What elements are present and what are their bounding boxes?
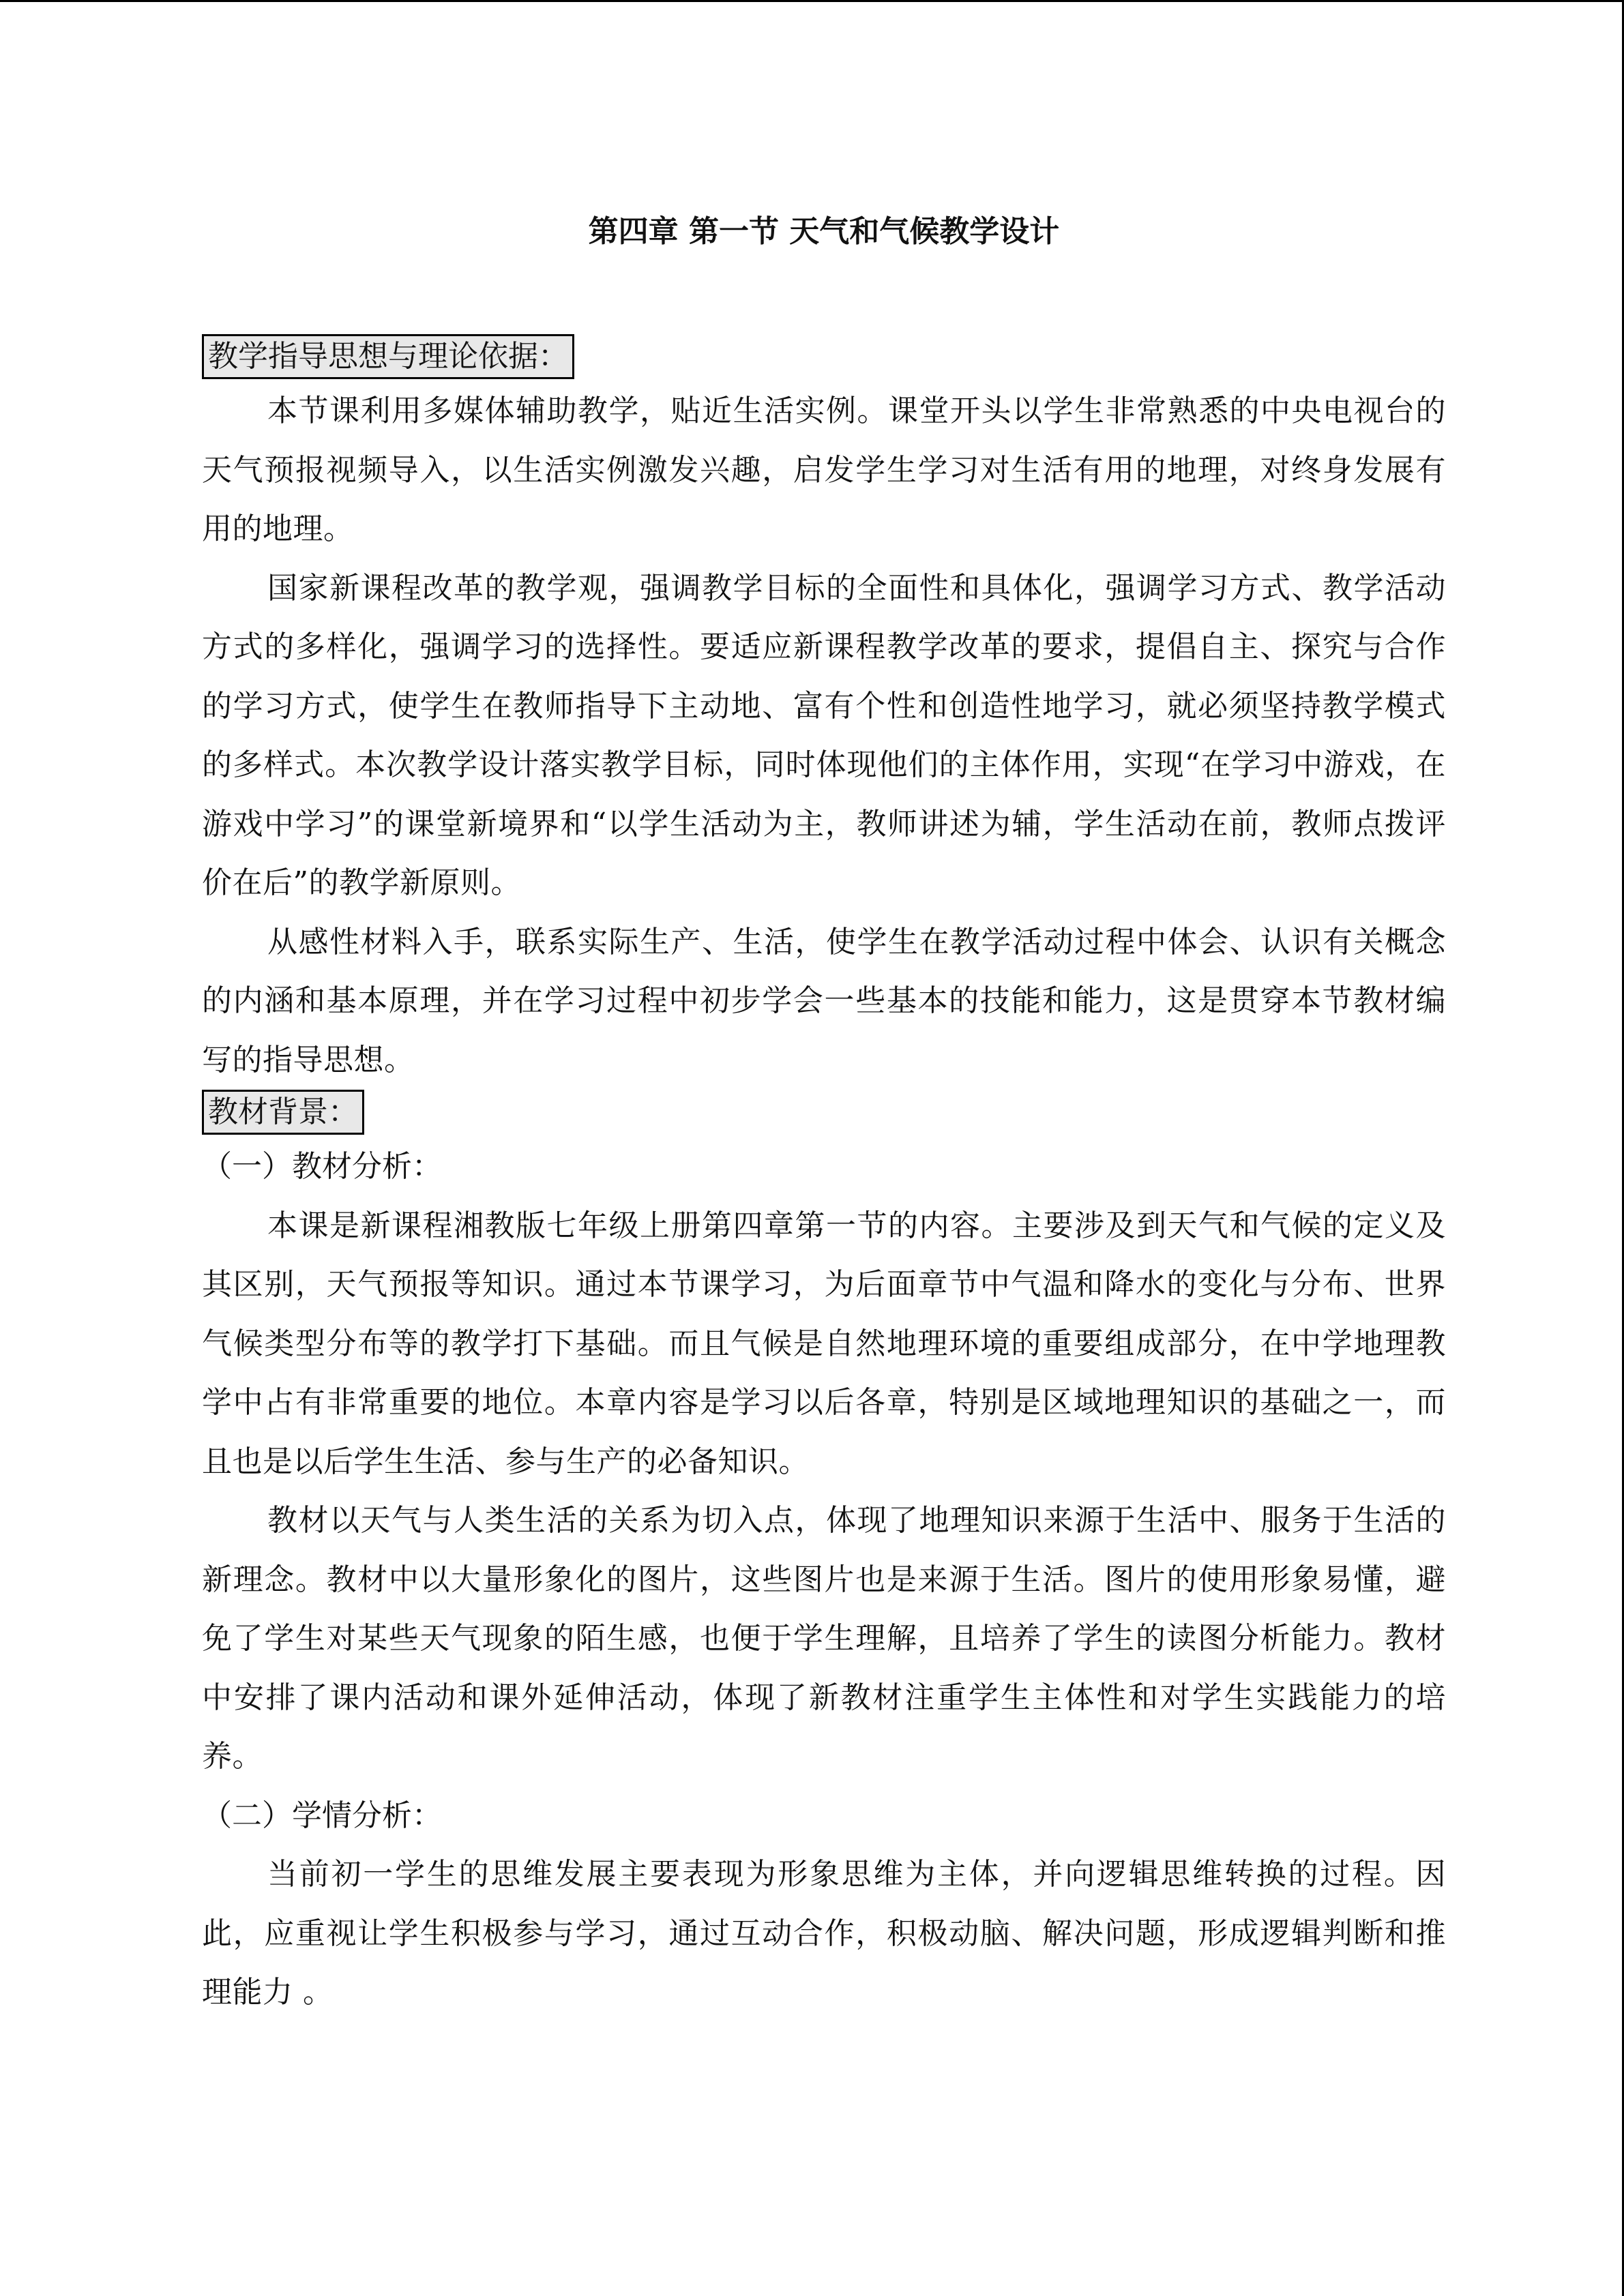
- subsection-heading-student-analysis: （二）学情分析：: [202, 1798, 442, 1833]
- subsection-heading-material-analysis: （一）教材分析：: [202, 1149, 442, 1184]
- document-title: 第四章 第一节 天气和气候教学设计: [588, 214, 1060, 249]
- section-heading-material-background: 教材背景：: [202, 1090, 364, 1135]
- paragraph: 国家新课程改革的教学观，强调教学目标的全面性和具体化，强调学习方式、教学活动方式的多样化，强调学习的选择性。要适应新课程教学改革的要求，提倡自主、探究与合作的学习方式，使学生在教师指导下主动地、富有个性和创造性地学习，就必须坚持教学模式的多样式。本次教学设计落实教学目标，同时体现他们的主体作用，实现“在学习中游戏，在游戏中学习”的课堂新境界和“以学生活动为主，教师讲述为辅，学生活动在前，教师点拨评价在后”的教学新原则。: [202, 570, 1446, 900]
- section-heading-wrap: [202, 334, 1446, 382]
- document-page: [202, 205, 1446, 2023]
- paragraph: 教材以天气与人类生活的关系为切入点，体现了地理知识来源于生活中、服务于生活的新理念。教材中以大量形象化的图片，这些图片也是来源于生活。图片的使用形象易懂，避免了学生对某些天气现象的陌生感，也便于学生理解，且培养了学生的读图分析能力。教材中安排了课内活动和课外延伸活动，体现了新教材注重学生主体性和对学生实践能力的培养。: [202, 1503, 1446, 1774]
- paragraph: 本课是新课程湘教版七年级上册第四章第一节的内容。主要涉及到天气和气候的定义及其区别，天气预报等知识。通过本节课学习，为后面章节中气温和降水的变化与分布、世界气候类型分布等的教学打下基础。而且气候是自然地理环境的重要组成部分，在中学地理教学中占有非常重要的地位。本章内容是学习以后各章，特别是区域地理知识的基础之一，而且也是以后学生生活、参与生产的必备知识。: [202, 1208, 1446, 1479]
- paragraph: 当前初一学生的思维发展主要表现为形象思维为主体，并向逻辑思维转换的过程。因此，应重视让学生积极参与学习，通过互动合作，积极动脑、解决问题，形成逻辑判断和推理能力 。: [202, 1857, 1446, 2010]
- section-heading-teaching-philosophy: 教学指导思想与理论依据：: [202, 334, 574, 379]
- section-heading-wrap: [202, 1090, 1446, 1137]
- top-border-line: [0, 0, 1624, 2]
- paragraph: 从感性材料入手，联系实际生产、生活，使学生在教学活动过程中体会、认识有关概念的内涵和基本原理，并在学习过程中初步学会一些基本的技能和能力，这是贯穿本节教材编写的指导思想。: [202, 924, 1446, 1077]
- paragraph: 本节课利用多媒体辅助教学，贴近生活实例。课堂开头以学生非常熟悉的中央电视台的天气预报视频导入，以生活实例激发兴趣，启发学生学习对生活有用的地理，对终身发展有用的地理。: [202, 393, 1446, 546]
